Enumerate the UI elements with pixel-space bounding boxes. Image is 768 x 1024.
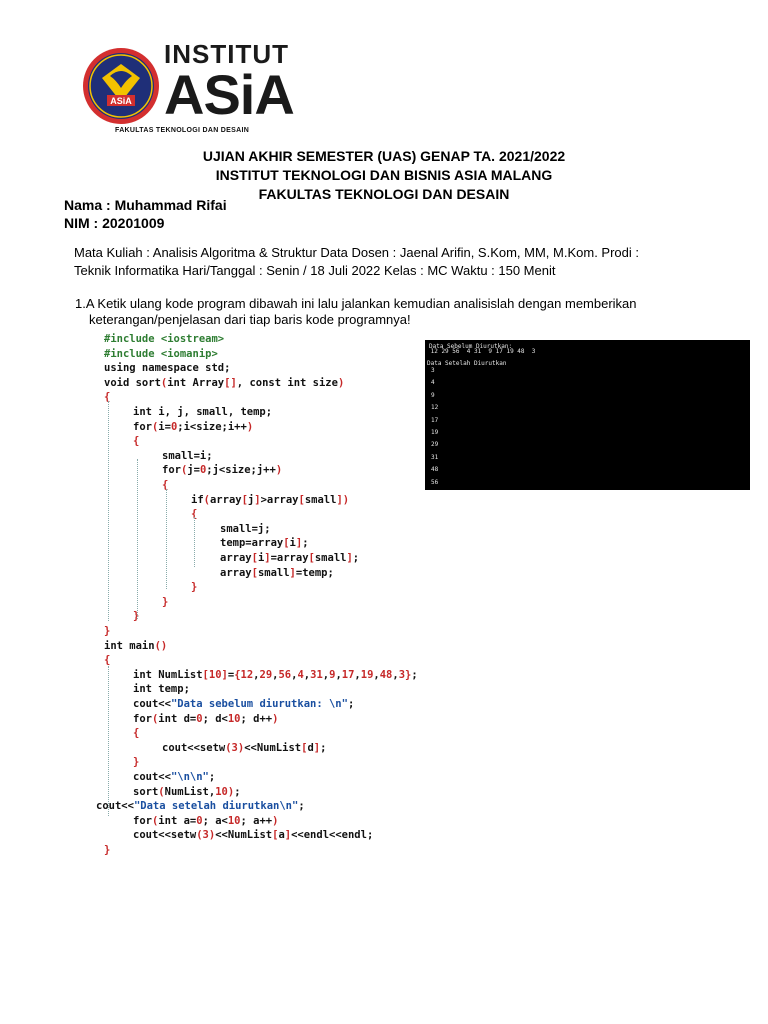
code-line: for(int a=0; a<10; a++) [133,814,279,827]
code-line: } [104,625,111,637]
console-row-before: 12 29 56 4 31 9 17 19 48 3 [427,348,536,355]
indent-guide [194,517,195,567]
console-value: 19 [431,429,439,436]
console-value: 9 [431,391,435,399]
code-screenshot [96,331,418,856]
code-line: { [191,508,198,521]
header-line-3: FAKULTAS TEKNOLOGI DAN DESAIN [258,186,510,202]
code-line: for(j=0;j<size;j++) [162,464,283,477]
emblem-icon [80,40,164,130]
console-value: 31 [431,453,439,461]
code-line: if(array[j]>array[small]) [191,493,350,506]
course-info-line-1: Mata Kuliah : Analisis Algoritma & Struktur Data Dosen : Jaenal Arifin, S.Kom, MM, M.Kom. Prodi : [74,245,639,260]
student-info [64,196,227,232]
logo-word-asia: ASiA [164,63,294,126]
code-line: } [191,581,198,594]
code-line: using namespace std; [104,362,231,375]
header-line-1: UJIAN AKHIR SEMESTER (UAS) GENAP TA. 2021/2022 [202,148,566,164]
code-line: { [104,391,111,404]
indent-guide [166,489,167,589]
code-line: cout<<setw(3)<<NumList[a]<<endl<<endl; [133,829,374,842]
course-info [74,244,714,280]
question-line-1: 1.A Ketik ulang kode program dibawah ini lalu jalankan kemudian analisislah dengan memberikan [75,296,637,311]
console-value: 12 [431,404,439,412]
code-line: #include <iomanip> [104,347,218,360]
code-line: void sort(int Array[], const int size) [104,376,345,389]
code-line: int NumList[10]={12,29,56,4,31,9,17,19,48,3}; [133,668,418,681]
console-header-after: Data Setelah Diurutkan [427,360,507,367]
code-line: { [162,479,169,491]
indent-guide [108,666,109,816]
console-value: 3 [431,367,435,374]
indent-guide [137,459,138,619]
code-line: array[small]=temp; [220,566,334,579]
console-output [425,340,750,490]
question-line-2: keterangan/penjelasan dari tiap baris kode programnya! [89,312,411,327]
student-nim: NIM : 20201009 [64,215,165,231]
code-line: int main() [104,639,168,652]
code-line: { [133,435,140,448]
console-value: 4 [431,379,435,387]
indent-guide [108,401,109,621]
console-value: 17 [431,416,439,424]
code-line: } [162,595,169,608]
code-line: for(i=0;i<size;i++) [133,420,254,433]
code-line: cout<<"Data setelah diurutkan\n"; [96,800,305,813]
code-line: } [104,844,111,856]
institute-logo [80,39,294,136]
code-line: { [133,727,140,740]
code-line: int temp; [133,683,190,696]
console-value: 56 [431,478,439,486]
header-line-2: INSTITUT TEKNOLOGI DAN BISNIS ASIA MALANG [215,167,553,183]
code-line: } [133,756,140,769]
logo-subtitle: FAKULTAS TEKNOLOGI DAN DESAIN [115,127,250,134]
code-line: } [133,610,140,623]
student-name: Nama : Muhammad Rifai [64,197,227,213]
code-line: { [104,654,111,667]
console-header-before: Data Sebelum Diurutkan: [429,343,513,350]
code-line: for(int d=0; d<10; d++) [133,712,279,725]
course-info-line-2: Teknik Informatika Hari/Tanggal : Senin / 18 Juli 2022 Kelas : MC Waktu : 150 Menit [74,263,556,278]
code-line: temp=array[i]; [220,537,309,550]
logo-word-institut: INSTITUT [164,39,289,69]
code-line: #include <iostream> [104,333,225,345]
question-text [75,296,715,328]
code-line: sort(NumList,10); [133,785,241,798]
console-value: 29 [431,441,439,449]
code-line: small=j; [220,522,271,535]
code-line: int i, j, small, temp; [133,406,273,418]
code-line: small=i; [162,449,213,462]
console-value: 48 [431,466,439,474]
code-line: cout<<setw(3)<<NumList[d]; [162,741,327,754]
code-line: cout<<"Data sebelum diurutkan: \n"; [133,698,355,710]
code-line: array[i]=array[small]; [220,552,360,564]
svg-text:ASiA: ASiA [110,96,132,106]
code-line: cout<<"\n\n"; [133,771,216,783]
